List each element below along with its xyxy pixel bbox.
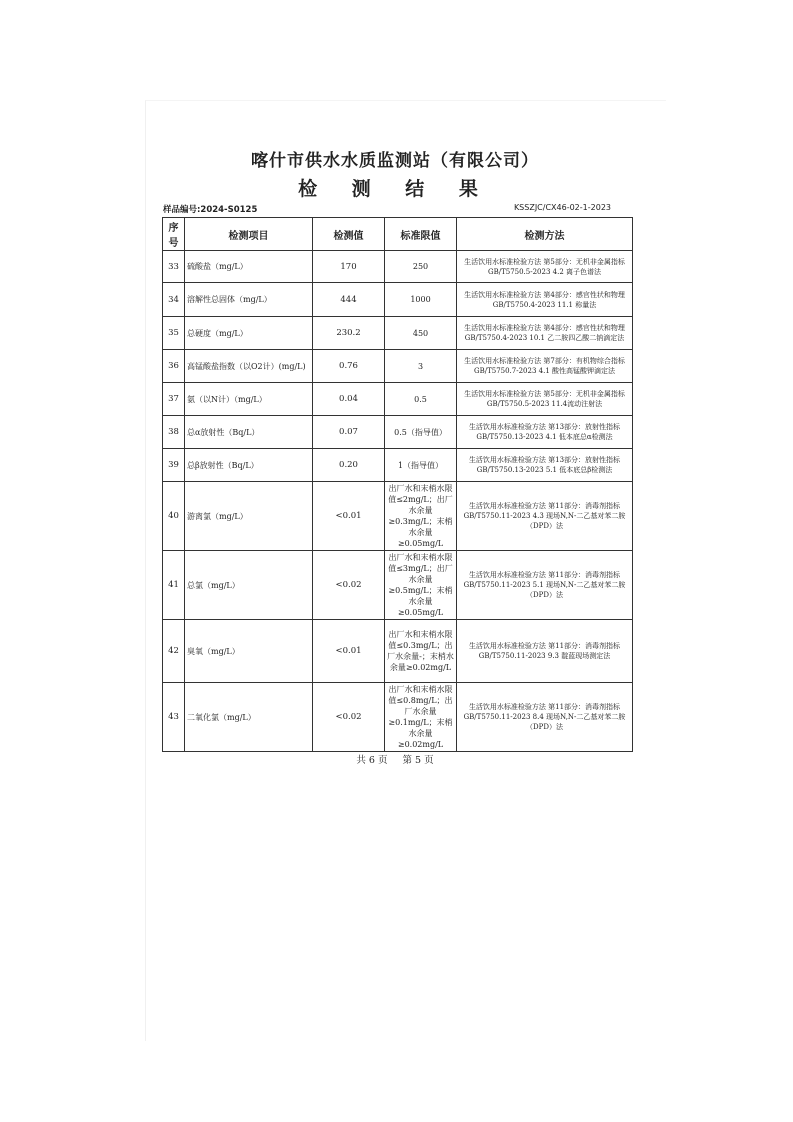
row-seq: 35: [163, 317, 185, 350]
table-row: [163, 449, 633, 482]
row-value: 0.76: [313, 350, 385, 383]
sample-number: 样品编号:2024-S0125: [163, 205, 258, 215]
table-row: [163, 383, 633, 416]
row-seq: 43: [163, 683, 185, 752]
row-seq: 36: [163, 350, 185, 383]
row-limit: 1（指导值）: [385, 449, 457, 482]
row-item: 游离氯（mg/L）: [185, 482, 313, 551]
row-item: 总硬度（mg/L）: [185, 317, 313, 350]
row-method: 生活饮用水标准检验方法 第7部分：有机物综合指标 GB/T5750.7-2023 4.1 酸性高锰酸钾滴定法: [457, 350, 633, 383]
document-code: KSSZJC/CX46-02-1-2023: [513, 203, 611, 212]
header-item: 检测项目: [185, 218, 313, 251]
row-item: 总β放射性（Bq/L）: [185, 449, 313, 482]
row-method: 生活饮用水标准检验方法 第13部分：放射性指标GB/T5750.13-2023 5.1 低本底总β检测法: [457, 449, 633, 482]
row-method: 生活饮用水标准检验方法 第5部分：无机非金属指标 GB/T5750.5-2023 4.2 离子色谱法: [457, 251, 633, 283]
row-limit: 出厂水和末梢水限值≤0.8mg/L；出厂水余量≥0.1mg/L；末梢水余量≥0.02mg/L: [385, 683, 457, 752]
row-limit: 出厂水和末梢水限值≤0.3mg/L；出厂水余量-；末梢水余量≥0.02mg/L: [385, 620, 457, 683]
row-item: 氨（以N计）（mg/L）: [185, 383, 313, 416]
row-limit: 450: [385, 317, 457, 350]
table-row: [163, 683, 633, 752]
row-value: <0.01: [313, 482, 385, 551]
row-seq: 40: [163, 482, 185, 551]
row-limit: 0.5（指导值）: [385, 416, 457, 449]
table-row: [163, 283, 633, 317]
current-page: 第 5 页: [402, 755, 434, 766]
row-method: 生活饮用水标准检验方法 第11部分：消毒剂指标 GB/T5750.11-2023 8.4 现场N,N-二乙基对苯二胺（DPD）法: [457, 683, 633, 752]
row-item: 高锰酸盐指数（以O2计）(mg/L): [185, 350, 313, 383]
row-method: 生活饮用水标准检验方法 第11部分：消毒剂指标 GB/T5750.11-2023 9.3 靛蓝现场测定法: [457, 620, 633, 683]
table-header-row: [163, 218, 633, 251]
row-value: <0.02: [313, 551, 385, 620]
row-method: 生活饮用水标准检验方法 第5部分：无机非金属指标 GB/T5750.5-2023 11.4流动注射法: [457, 383, 633, 416]
row-method: 生活饮用水标准检验方法 第4部分：感官性状和物理GB/T5750.4-2023 11.1 称量法: [457, 283, 633, 317]
header-seq: 序号: [163, 218, 185, 251]
row-seq: 33: [163, 251, 185, 283]
doc-title: 检 测 结 果: [298, 178, 492, 200]
row-limit: 1000: [385, 283, 457, 317]
row-value: <0.02: [313, 683, 385, 752]
table-row: [163, 350, 633, 383]
row-item: 溶解性总固体（mg/L）: [185, 283, 313, 317]
header-limit: 标准限值: [385, 218, 457, 251]
org-title: 喀什市供水水质监测站（有限公司）: [251, 151, 539, 171]
row-limit: 3: [385, 350, 457, 383]
row-value: 0.04: [313, 383, 385, 416]
row-value: 0.20: [313, 449, 385, 482]
table-row: [163, 551, 633, 620]
page-footer: [160, 752, 630, 766]
row-item: 臭氧（mg/L）: [185, 620, 313, 683]
row-method: 生活饮用水标准检验方法 第11部分：消毒剂指标 GB/T5750.11-2023 4.3 现场N,N-二乙基对苯二胺（DPD）法: [457, 482, 633, 551]
header-method: 检测方法: [457, 218, 633, 251]
table-row: [163, 251, 633, 283]
table-row: [163, 482, 633, 551]
row-seq: 41: [163, 551, 185, 620]
total-pages: 共 6 页: [356, 755, 388, 766]
row-seq: 42: [163, 620, 185, 683]
row-seq: 37: [163, 383, 185, 416]
table-row: [163, 620, 633, 683]
row-item: 总氯（mg/L）: [185, 551, 313, 620]
row-method: 生活饮用水标准检验方法 第13部分：放射性指标GB/T5750.13-2023 4.1 低本底总α检测法: [457, 416, 633, 449]
row-item: 二氧化氯（mg/L）: [185, 683, 313, 752]
row-item: 总α放射性（Bq/L）: [185, 416, 313, 449]
results-table: [162, 217, 633, 752]
row-value: 230.2: [313, 317, 385, 350]
table-row: [163, 317, 633, 350]
table-row: [163, 416, 633, 449]
row-limit: 0.5: [385, 383, 457, 416]
row-seq: 39: [163, 449, 185, 482]
row-limit: 出厂水和末梢水限值≤2mg/L；出厂水余量≥0.3mg/L；末梢水余量≥0.05mg/L: [385, 482, 457, 551]
row-limit: 250: [385, 251, 457, 283]
row-value: 170: [313, 251, 385, 283]
row-value: 444: [313, 283, 385, 317]
row-value: 0.07: [313, 416, 385, 449]
row-seq: 34: [163, 283, 185, 317]
row-value: <0.01: [313, 620, 385, 683]
row-method: 生活饮用水标准检验方法 第11部分：消毒剂指标 GB/T5750.11-2023 5.1 现场N,N-二乙基对苯二胺（DPD）法: [457, 551, 633, 620]
row-method: 生活饮用水标准检验方法 第4部分：感官性状和物理GB/T5750.4-2023 10.1 乙二胺四乙酸二钠滴定法: [457, 317, 633, 350]
header-value: 检测值: [313, 218, 385, 251]
row-item: 硫酸盐（mg/L）: [185, 251, 313, 283]
row-limit: 出厂水和末梢水限值≤3mg/L；出厂水余量≥0.5mg/L；末梢水余量≥0.05mg/L: [385, 551, 457, 620]
row-seq: 38: [163, 416, 185, 449]
